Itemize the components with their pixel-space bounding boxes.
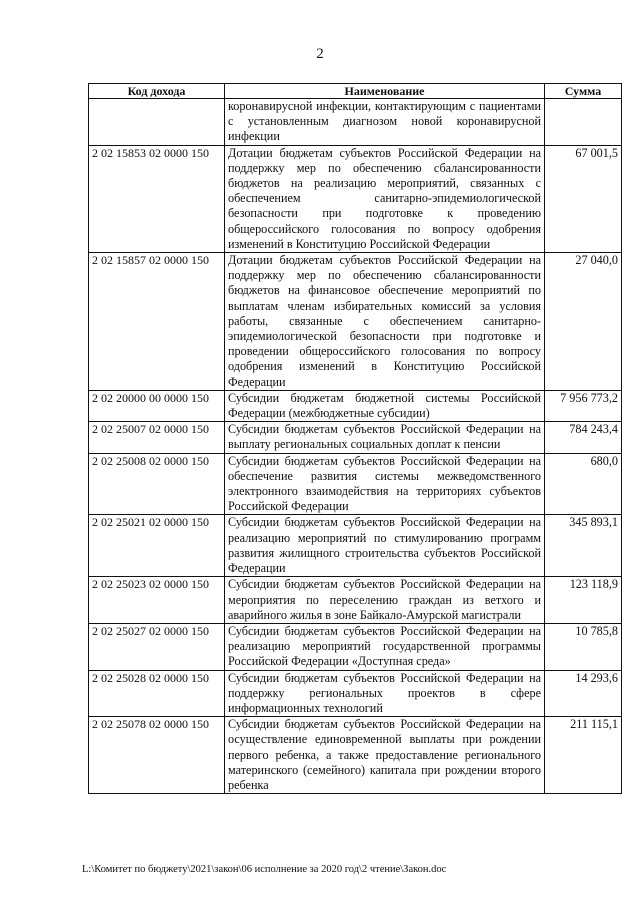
row-code: 2 02 20000 00 0000 150 [89, 390, 225, 421]
row-sum: 211 115,1 [545, 717, 622, 794]
row-name: Субсидии бюджетам субъектов Российской Федерации на мероприятия по переселению граждан из ветхого и аварийного жилья в зоне Байкало-Амурской магистрали [225, 577, 545, 624]
row-name: Дотации бюджетам субъектов Российской Федерации на поддержку мер по обеспечению сбалансированности бюджетов на реализацию мероприятий, связанных с обеспечением санитарно-эпидемиологической безопасности при подготовке к проведению общероссийского голосования по вопросу одобрения изменений в Конституцию Российской Федерации [225, 145, 545, 252]
header-sum: Сумма [545, 84, 622, 99]
row-sum: 7 956 773,2 [545, 390, 622, 421]
row-code: 2 02 25028 02 0000 150 [89, 670, 225, 717]
row-name: Субсидии бюджетам субъектов Российской Федерации на реализацию мероприятий государственной программы Российской Федерации «Доступная среда» [225, 623, 545, 670]
row-sum: 27 040,0 [545, 253, 622, 391]
page-number: 2 [316, 46, 324, 62]
row-code: 2 02 25021 02 0000 150 [89, 515, 225, 577]
table-row [89, 453, 622, 515]
row-name: Субсидии бюджетам субъектов Российской Федерации на выплату региональных социальных доплат к пенсии [225, 422, 545, 453]
table-row [89, 717, 622, 794]
file-path-footer: L:\Комитет по бюджету\2021\закон\06 исполнение за 2020 год\2 чтение\Закон.doc [82, 864, 447, 875]
row-code [89, 99, 225, 146]
row-sum: 680,0 [545, 453, 622, 515]
table-row [89, 390, 622, 421]
table-header-row [89, 84, 622, 99]
row-name: Субсидии бюджетам субъектов Российской Федерации на обеспечение развития системы межведомственного электронного взаимодействия на территориях субъектов Российской Федерации [225, 453, 545, 515]
row-sum [545, 99, 622, 146]
row-name: коронавирусной инфекции, контактирующим с пациентами с установленным диагнозом новой коронавирусной инфекции [225, 99, 545, 146]
row-code: 2 02 25027 02 0000 150 [89, 623, 225, 670]
row-name: Субсидии бюджетам субъектов Российской Федерации на поддержку региональных проектов в сфере информационных технологий [225, 670, 545, 717]
table-row [89, 623, 622, 670]
row-name: Субсидии бюджетам субъектов Российской Федерации на реализацию мероприятий по стимулированию программ развития жилищного строительства субъектов Российской Федерации [225, 515, 545, 577]
row-code: 2 02 15857 02 0000 150 [89, 253, 225, 391]
header-name: Наименование [225, 84, 545, 99]
table-row [89, 145, 622, 252]
row-name: Субсидии бюджетам бюджетной системы Российской Федерации (межбюджетные субсидии) [225, 390, 545, 421]
table-row [89, 422, 622, 453]
table-row [89, 99, 622, 146]
row-name: Субсидии бюджетам субъектов Российской Федерации на осуществление единовременной выплаты при рождении первого ребенка, а также предоставление регионального материнского (семейного) капитала при рождении второго ребенка [225, 717, 545, 794]
table-row [89, 577, 622, 624]
row-code: 2 02 15853 02 0000 150 [89, 145, 225, 252]
table-row [89, 515, 622, 577]
row-sum: 67 001,5 [545, 145, 622, 252]
row-sum: 123 118,9 [545, 577, 622, 624]
table-row [89, 253, 622, 391]
row-code: 2 02 25078 02 0000 150 [89, 717, 225, 794]
table-row [89, 670, 622, 717]
row-sum: 14 293,6 [545, 670, 622, 717]
row-code: 2 02 25023 02 0000 150 [89, 577, 225, 624]
row-name: Дотации бюджетам субъектов Российской Федерации на поддержку мер по обеспечению сбалансированности бюджетов на финансовое обеспечение мероприятий по выплатам членам избирательных комиссий за условия работы, связанные с обеспечением санитарно-эпидемиологической безопасности при подготовке и проведении общероссийского голосования по вопросу одобрения изменений в Конституцию Российской Федерации [225, 253, 545, 391]
header-code: Код дохода [89, 84, 225, 99]
row-code: 2 02 25007 02 0000 150 [89, 422, 225, 453]
revenue-table [88, 83, 622, 794]
row-sum: 784 243,4 [545, 422, 622, 453]
row-sum: 345 893,1 [545, 515, 622, 577]
row-code: 2 02 25008 02 0000 150 [89, 453, 225, 515]
row-sum: 10 785,8 [545, 623, 622, 670]
